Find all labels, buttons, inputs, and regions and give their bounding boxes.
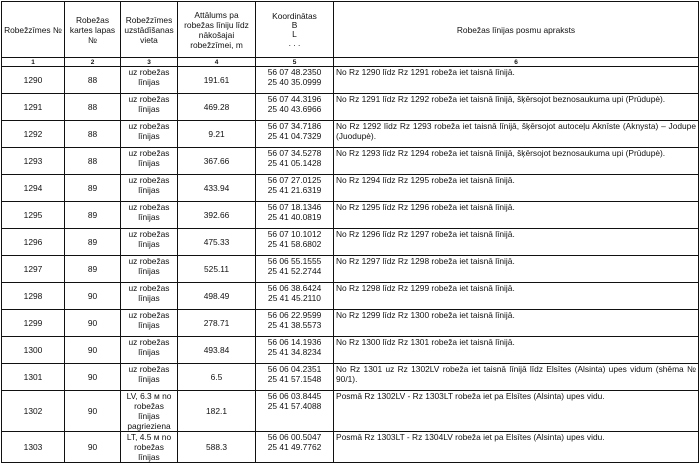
coordinate-l: 25 41 40.0819 (267, 212, 322, 222)
coordinates (256, 256, 334, 283)
map-sheet: 90 (65, 283, 121, 310)
map-sheet: 89 (65, 229, 121, 256)
map-sheet: 88 (65, 94, 121, 121)
distance: 475.33 (178, 229, 256, 256)
coordinates (256, 94, 334, 121)
install-place: uz robežas līnijas (121, 283, 178, 310)
column-number: 4 (178, 58, 256, 67)
coordinate-l: 25 41 49.7762 (267, 442, 322, 452)
coordinates (256, 67, 334, 94)
coordinates (256, 432, 334, 463)
table-row (2, 432, 699, 463)
install-place: uz robežas līnijas (121, 175, 178, 202)
coordinate-b: 56 07 48.2350 (267, 67, 322, 77)
distance: 392.66 (178, 202, 256, 229)
install-place: uz robežas līnijas (121, 202, 178, 229)
column-number: 3 (121, 58, 178, 67)
table-row (2, 94, 699, 121)
coordinates (256, 310, 334, 337)
header-install-place: Robežzīmes uzstādīšanas vieta (121, 2, 178, 58)
install-place: uz robežas līnijas (121, 94, 178, 121)
coordinate-b: 56 06 55.1555 (267, 256, 322, 266)
install-place: uz robežas līnijas (121, 310, 178, 337)
distance: 278.71 (178, 310, 256, 337)
coordinates (256, 391, 334, 432)
column-number: 2 (65, 58, 121, 67)
map-sheet: 89 (65, 256, 121, 283)
install-place: uz robežas līnijas (121, 148, 178, 175)
coordinate-b: 56 07 44.3196 (267, 94, 322, 104)
marker-number: 1290 (2, 67, 65, 94)
distance: 493.84 (178, 337, 256, 364)
install-place: LV, 6.3 м no robežas līnijas pagrieziena (121, 391, 178, 432)
segment-description: Posmā Rz 1302LV - Rz 1303LT robeža iet pa Elsītes (Alsinta) upes vidu. (334, 391, 699, 432)
table-row (2, 283, 699, 310)
install-place: uz robežas līnijas (121, 229, 178, 256)
segment-description: No Rz 1290 līdz Rz 1291 robeža iet taisnā līnijā. (334, 67, 699, 94)
map-sheet: 90 (65, 310, 121, 337)
coordinate-l: 25 41 52.2744 (267, 266, 322, 276)
coordinate-b: 56 06 00.5047 (267, 432, 322, 442)
distance: 469.28 (178, 94, 256, 121)
coordinates (256, 202, 334, 229)
coordinate-l: 25 40 43.6966 (267, 104, 322, 114)
segment-description: No Rz 1300 līdz Rz 1301 robeža iet taisnā līnijā. (334, 337, 699, 364)
table-row (2, 148, 699, 175)
segment-description: No Rz 1291 līdz Rz 1292 robeža iet taisnā līnijā, šķērsojot beznosaukuma upi (Prūdupė). (334, 94, 699, 121)
table-row (2, 229, 699, 256)
distance: 498.49 (178, 283, 256, 310)
coordinate-l: 25 41 45.2110 (268, 293, 321, 303)
distance: 191.61 (178, 67, 256, 94)
segment-description: No Rz 1297 līdz Rz 1298 robeža iet taisnā līnijā. (334, 256, 699, 283)
distance: 182.1 (178, 391, 256, 432)
distance: 588.3 (178, 432, 256, 463)
distance: 9.21 (178, 121, 256, 148)
coordinate-b: 56 07 34.7186 (267, 121, 322, 131)
coordinate-b: 56 07 27.0125 (267, 175, 322, 185)
map-sheet: 89 (65, 175, 121, 202)
marker-number: 1300 (2, 337, 65, 364)
install-place: LT, 4.5 м no robežas līnijas (121, 432, 178, 463)
coordinate-b: 56 06 14.1936 (267, 337, 322, 347)
table-row (2, 310, 699, 337)
table-row (2, 202, 699, 229)
header-marker-number: Robežzīmes № (2, 2, 65, 58)
column-number: 5 (256, 58, 334, 67)
marker-number: 1301 (2, 364, 65, 391)
coordinates-l-label: L (292, 28, 297, 39)
coordinates (256, 121, 334, 148)
column-number: 6 (334, 58, 699, 67)
coordinate-l: 25 41 21.6319 (267, 185, 322, 195)
map-sheet: 88 (65, 67, 121, 94)
distance: 433.94 (178, 175, 256, 202)
distance: 367.66 (178, 148, 256, 175)
coordinate-l: 25 41 57.4088 (267, 401, 322, 411)
marker-number: 1294 (2, 175, 65, 202)
table-row (2, 67, 699, 94)
map-sheet: 90 (65, 364, 121, 391)
marker-number: 1295 (2, 202, 65, 229)
coordinates (256, 229, 334, 256)
column-number-row (2, 58, 699, 67)
map-sheet: 88 (65, 121, 121, 148)
marker-number: 1291 (2, 94, 65, 121)
coordinates-dots: . . . (288, 37, 301, 48)
coordinate-l: 25 41 57.1548 (267, 374, 322, 384)
install-place: uz robežas līnijas (121, 364, 178, 391)
map-sheet: 88 (65, 148, 121, 175)
coordinate-b: 56 07 10.1012 (267, 229, 322, 239)
coordinate-l: 25 41 04.7329 (267, 131, 322, 141)
install-place: uz robežas līnijas (121, 67, 178, 94)
coordinate-b: 56 07 34.5278 (267, 148, 322, 158)
marker-number: 1292 (2, 121, 65, 148)
coordinates (256, 148, 334, 175)
marker-number: 1299 (2, 310, 65, 337)
marker-number: 1293 (2, 148, 65, 175)
column-number: 1 (2, 58, 65, 67)
table-row (2, 256, 699, 283)
coordinate-b: 56 07 18.1346 (267, 202, 322, 212)
segment-description: Posmā Rz 1303LT - Rz 1304LV robeža iet pa Elsītes (Alsinta) upes vidu. (334, 432, 699, 463)
marker-number: 1302 (2, 391, 65, 432)
coordinates (256, 337, 334, 364)
install-place: uz robežas līnijas (121, 121, 178, 148)
table-row (2, 391, 699, 432)
coordinates (256, 283, 334, 310)
segment-description: No Rz 1298 līdz Rz 1299 robeža iet taisnā līnijā. (334, 283, 699, 310)
border-markers-table (1, 1, 699, 463)
segment-description: No Rz 1293 līdz Rz 1294 robeža iet taisnā līnijā, šķērsojot beznosaukuma upi (Prūdupė). (334, 148, 699, 175)
coordinate-l: 25 40 35.0999 (267, 77, 322, 87)
table-row (2, 364, 699, 391)
coordinates-b-label: B (291, 19, 298, 30)
coordinate-b: 56 06 03.8445 (267, 391, 322, 401)
table-row (2, 337, 699, 364)
map-sheet: 90 (65, 337, 121, 364)
coordinate-l: 25 41 34.8234 (267, 347, 322, 357)
coordinate-l: 25 41 38.5573 (267, 320, 322, 330)
segment-description: No Rz 1296 līdz Rz 1297 robeža iet taisnā līnijā. (334, 229, 699, 256)
segment-description: No Rz 1301 uz Rz 1302LV robeža iet taisnā līnijā līdz Elsītes (Alsinta) upes vidum (shēma № 90/1). (334, 364, 699, 391)
coordinate-l: 25 41 58.6802 (267, 239, 322, 249)
table-row (2, 121, 699, 148)
map-sheet: 89 (65, 202, 121, 229)
distance: 6.5 (178, 364, 256, 391)
header-coordinates (256, 2, 334, 58)
marker-number: 1298 (2, 283, 65, 310)
distance: 525.11 (178, 256, 256, 283)
coordinate-b: 56 06 22.9599 (267, 310, 322, 320)
header-description: Robežas līnijas posmu apraksts (334, 2, 699, 58)
coordinates (256, 175, 334, 202)
install-place: uz robežas līnijas (121, 337, 178, 364)
segment-description: No Rz 1295 līdz Rz 1296 robeža iet taisnā līnijā. (334, 202, 699, 229)
header-distance: Attālums pa robežas līniju līdz nākošajai robežzīmei, m (178, 2, 256, 58)
marker-number: 1303 (2, 432, 65, 463)
segment-description: No Rz 1294 līdz Rz 1295 robeža iet taisnā līnijā. (334, 175, 699, 202)
segment-description: No Rz 1292 līdz Rz 1293 robeža iet taisnā līnijā, šķērsojot autoceļu Aknīste (Aknysta) – Jodupe (Juodupė). (334, 121, 699, 148)
table-row (2, 175, 699, 202)
header-row (2, 2, 699, 58)
map-sheet: 90 (65, 391, 121, 432)
header-map-sheet: Robežas kartes lapas № (65, 2, 121, 58)
coordinates-title: Koordinātas (272, 10, 317, 21)
install-place: uz robežas līnijas (121, 256, 178, 283)
marker-number: 1297 (2, 256, 65, 283)
marker-number: 1296 (2, 229, 65, 256)
coordinate-l: 25 41 05.1428 (267, 158, 322, 168)
segment-description: No Rz 1299 līdz Rz 1300 robeža iet taisnā līnijā. (334, 310, 699, 337)
coordinate-b: 56 06 04.2351 (267, 364, 322, 374)
coordinates (256, 364, 334, 391)
coordinate-b: 56 06 38.6424 (267, 283, 322, 293)
map-sheet: 90 (65, 432, 121, 463)
